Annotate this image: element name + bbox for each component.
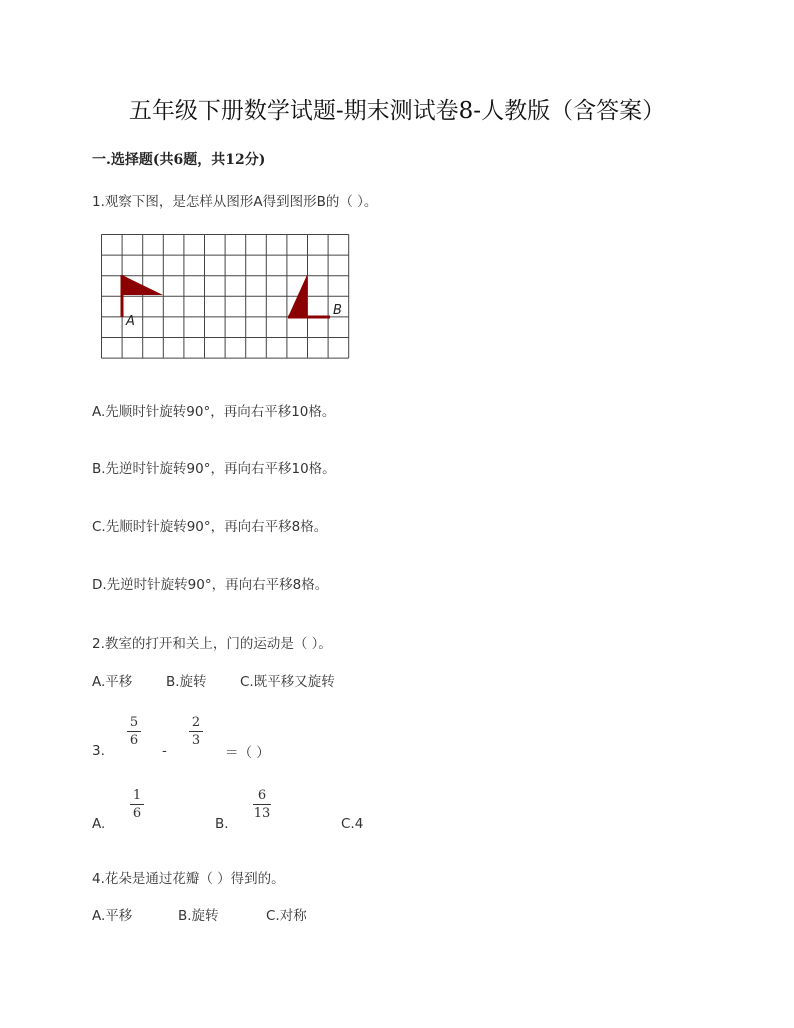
q4-option-c: C.对称 (266, 908, 307, 924)
q3-fraction-2-denominator: 3 (191, 733, 201, 748)
q3-option-a-denominator: 6 (132, 806, 142, 821)
q2-option-b: B.旋转 (166, 674, 207, 690)
question-2-stem: 2.教室的打开和关上，门的运动是（ ）。 (92, 636, 332, 652)
question-4-stem: 4.花朵是通过花瓣（ ）得到的。 (92, 871, 285, 887)
label-b: B (333, 303, 342, 318)
q3-fraction-1-denominator: 6 (129, 733, 139, 748)
section-heading: 一.选择题(共6题，共12分) (92, 152, 266, 168)
rotation-grid-figure (100, 233, 352, 359)
q1-option-c: C.先顺时针旋转90°，再向右平移8格。 (92, 519, 328, 535)
question-3-number: 3. (92, 743, 105, 759)
q3-equals-blank: ＝（ ） (225, 745, 270, 761)
q1-option-a: A.先顺时针旋转90°，再向右平移10格。 (92, 404, 336, 420)
q3-minus-sign: - (162, 743, 167, 759)
q3-fraction-2 (189, 715, 203, 748)
q3-fraction-2-numerator: 2 (191, 715, 201, 730)
q3-option-a-label: A. (92, 816, 106, 832)
question-1-stem: 1.观察下图，是怎样从图形A得到图形B的（ ）。 (92, 194, 378, 210)
q4-option-b: B.旋转 (178, 908, 219, 924)
q3-option-a-fraction (130, 788, 144, 821)
q3-option-c: C.4 (341, 816, 364, 832)
q3-fraction-1 (127, 715, 141, 748)
q1-option-b: B.先逆时针旋转90°，再向右平移10格。 (92, 461, 336, 477)
q3-option-b-denominator: 13 (253, 806, 271, 821)
q2-option-c: C.既平移又旋转 (240, 674, 335, 690)
q2-option-a: A.平移 (92, 674, 133, 690)
q4-option-a: A.平移 (92, 908, 133, 924)
q1-option-d: D.先逆时针旋转90°，再向右平移8格。 (92, 577, 329, 593)
grid-lines (102, 235, 349, 359)
page-title: 五年级下册数学试题-期末测试卷8-人教版（含答案） (128, 98, 666, 124)
q3-fraction-1-numerator: 5 (129, 715, 139, 730)
q3-option-b-fraction (253, 788, 271, 821)
q3-option-a-numerator: 1 (132, 788, 142, 803)
label-a: A (126, 314, 135, 329)
q3-option-b-label: B. (215, 816, 229, 832)
q3-option-b-numerator: 6 (257, 788, 267, 803)
